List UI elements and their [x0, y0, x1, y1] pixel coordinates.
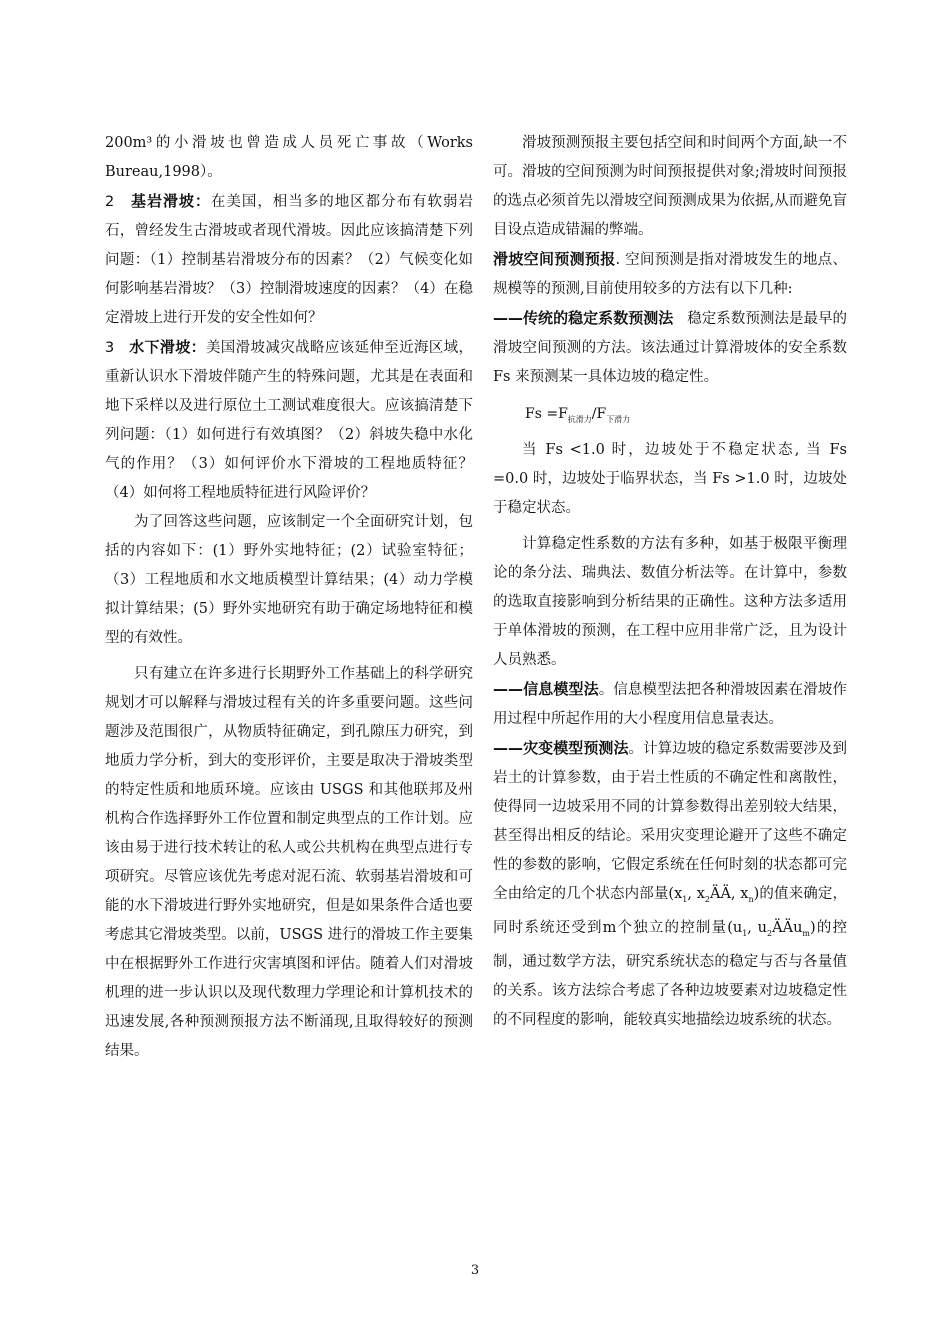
section-heading: ——传统的稳定系数预测法: [493, 309, 674, 327]
item-heading: 水下滑坡：: [129, 338, 206, 356]
subscript: 1: [742, 928, 748, 938]
right-paragraph-methods: 计算稳定性系数的方法有多种，如基于极限平衡理论的条分法、瑞典法、数值分析法等。在计算中，参数的选取直接影响到分析结果的正确性。这种方法多适用于单体滑坡的预测，在工程中应用非常广泛，且为设计人员熟悉。: [493, 535, 847, 668]
item-heading: 基岩滑坡：: [131, 192, 211, 210]
section-text: 。信息模型法把各种滑坡因素在滑坡作用过程中所起作用的大小程度用信息量表达。: [493, 681, 847, 727]
section-text: , u: [747, 919, 768, 936]
subscript: 2: [767, 928, 773, 938]
left-paragraph-research-plan: 为了回答这些问题，应该制定一个全面研究计划，包括的内容如下：(1）野外实地特征；(2）试验室特征；（3）工程地质和水文地质模型计算结果；(4）动力学模拟计算结果；(5）野外实地研究有助于确定场地特征和模型的有效性。: [105, 514, 473, 646]
section-text: )的控制，通过数学方法，研究系统状态的稳定与否与各量值的关系。该方法综合考虑了各种边坡要素对边坡稳定性的不同程度的影响，能较真实地描绘边坡系统的状态。: [493, 919, 847, 1028]
right-paragraph-info-model: [493, 675, 847, 734]
page-number: 3: [470, 1263, 480, 1278]
right-paragraph-fs-conditions: 当 Fs <1.0 时，边坡处于不稳定状态, 当 Fs =0.0 时，边坡处于临界状态，当 Fs >1.0 时，边坡处于稳定状态。: [493, 441, 847, 516]
subscript: 2: [704, 894, 710, 904]
right-paragraph-intro: 滑坡预测预报主要包括空间和时间两个方面,缺一不可。滑坡的空间预测为时间预报提供对象;滑坡时间预报的选点必须首先以滑坡空间预测成果为依据,从而避免盲目设点造成错漏的弊端。: [493, 135, 847, 238]
subscript: m: [802, 928, 811, 938]
safety-factor-formula: [525, 402, 847, 432]
item-number: 2: [105, 194, 115, 210]
left-paragraph-1: 200m³的小滑坡也曾造成人员死亡事故（Works Bureau,1998）。: [105, 135, 473, 180]
section-text: ÄÄ, x: [709, 885, 749, 902]
section-text: 。计算边坡的稳定系数需要涉及到岩土的计算参数，由于岩土性质的不确定性和离散性，使得同一边坡采用不同的计算参数得出差别较大结果，甚至得出相反的结论。采用灾变理论避开了这些不确定性的参数的影响，它假定系统在任何时刻的状态都可完全由给定的几个状态内部量(x: [493, 740, 847, 902]
right-paragraph-catastrophe-model: [493, 734, 847, 1035]
left-column: [105, 129, 473, 1066]
item-number: 3: [105, 340, 115, 356]
right-paragraph-stability: [493, 304, 847, 392]
subscript: n: [748, 894, 754, 904]
formula-sub-sliding: 下滑力: [606, 414, 631, 424]
formula-divider: /F: [591, 406, 607, 422]
section-text: . 空间预测是指对滑坡发生的地点、规模等的预测,目前使用较多的方法有以下几种:: [493, 252, 847, 297]
right-paragraph-spatial: [493, 245, 847, 304]
section-heading: ——信息模型法: [493, 679, 599, 698]
item-text: 在美国，相当多的地区都分布有软弱岩石，曾经发生古滑坡或者现代滑坡。因此应该搞清楚下列问题：（1）控制基岩滑坡分布的因素？（2）气候变化如何影响基岩滑坡？（3）控制滑坡速度的因素？（4）在稳定滑坡上进行开发的安全性如何？: [105, 194, 474, 326]
formula-lhs: Fs =F: [525, 406, 568, 422]
right-column: [493, 129, 847, 1035]
formula-sub-resisting: 抗滑力: [567, 414, 592, 424]
section-text: ÄÄu: [772, 919, 803, 936]
left-paragraph-field-research: 只有建立在许多进行长期野外工作基础上的科学研究规划才可以解释与滑坡过程有关的许多重要问题。这些问题涉及范围很广，从物质特征确定，到孔隙压力研究，到地质力学分析，到大的变形评价，主要是取决于滑坡类型的特定性质和地质环境。应该由 USGS 和其他联邦及州机构合作选择野外工作位置和制定典型点的工作计划。应该由易于进行技术转让的私人或公共机构在典型点进行专项研究。尽管应该优先考虑对泥石流、软弱基岩滑坡和可能的水下滑坡进行野外实地研究，但是如果条件合适也要考虑其它滑坡类型。以前，USGS 进行的滑坡工作主要集中在根据野外工作进行灾害填图和评估。随着人们对滑坡机理的进一步认识以及现代数理力学理论和计算机技术的迅速发展,各种预测预报方法不断涌现,且取得较好的预测结果。: [105, 666, 473, 1059]
section-text: 稳定系数预测法是最早的滑坡空间预测的方法。该法通过计算滑坡体的安全系数 Fs 来预测某一具体边坡的稳定性。: [493, 311, 848, 385]
section-heading: 滑坡空间预测预报: [493, 250, 616, 268]
item-text: 美国滑坡减灾战略应该延伸至近海区域，重新认识水下滑坡伴随产生的特殊问题，尤其是在表面和地下采样以及进行原位土工测试难度很大。应该搞清楚下列问题：（1）如何进行有效填图？（2）斜坡失稳中水化气的作用？（3）如何评价水下滑坡的工程地质特征？（4）如何将工程地质特征进行风险评价？: [105, 340, 474, 501]
subscript: 1: [682, 894, 688, 904]
section-text: , x: [687, 885, 705, 902]
section-heading: ——灾变模型预测法: [493, 738, 629, 757]
item-bedrock-landslide: [105, 187, 473, 333]
item-underwater-landslide: [105, 333, 473, 508]
section-text: )的值来确定，同时系统还受到m个独立的控制量(u: [493, 885, 847, 936]
